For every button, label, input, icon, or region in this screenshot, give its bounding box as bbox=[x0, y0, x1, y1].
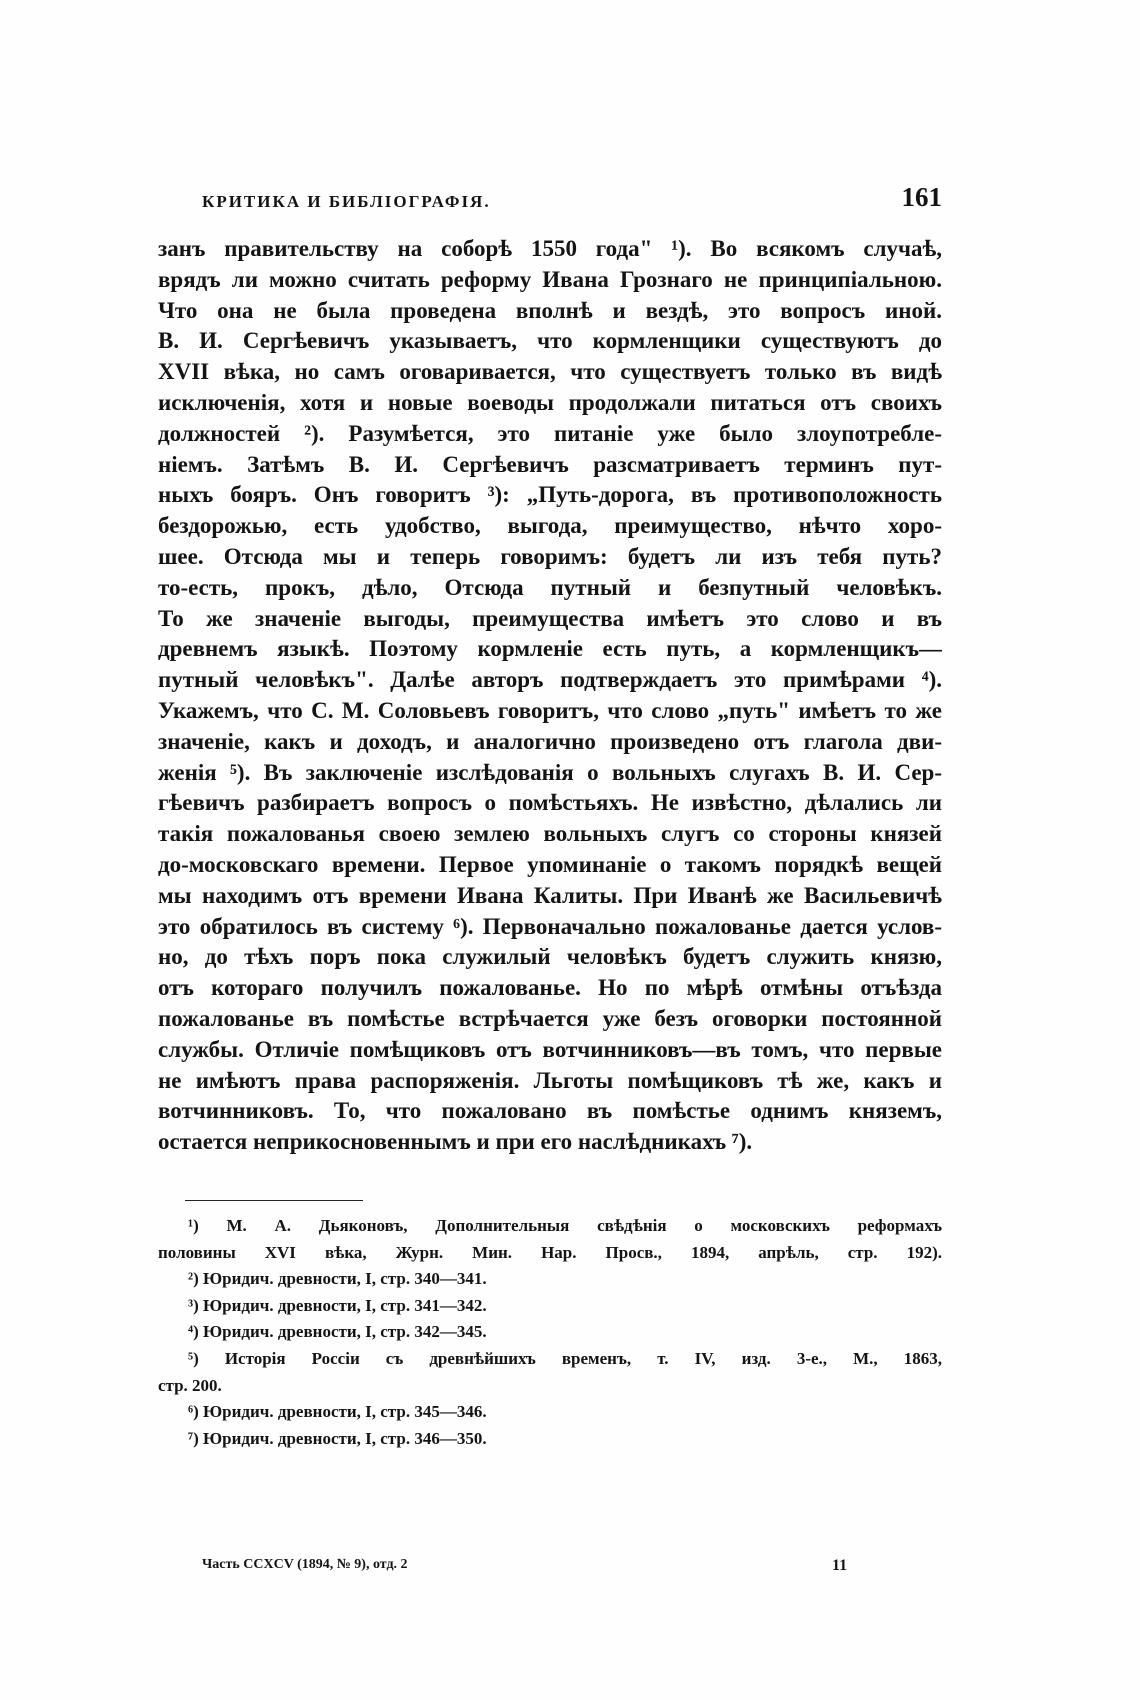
footnote-1: ¹) М. А. Дьяконовъ, Дополнительныя свѣдѣнія о московскихъ реформахъ bbox=[188, 1216, 942, 1235]
text-line: занъ правительству на соборѣ 1550 года" ¹). Во всякомъ случаѣ, bbox=[158, 236, 942, 261]
text-line: остается неприкосновеннымъ и при его наслѣдникахъ ⁷). bbox=[158, 1129, 753, 1155]
text-line: это обратилось въ систему ⁶). Первоначально пожалованье дается услов- bbox=[158, 913, 942, 939]
footnote-5: ⁵) Исторія Россіи съ древнѣйшихъ временъ, т. IV, изд. 3-е., М., 1863, bbox=[188, 1348, 942, 1368]
footnote-divider bbox=[185, 1200, 363, 1201]
footnotes bbox=[158, 1213, 942, 1452]
text-line: бездорожью, есть удобство, выгода, преимущество, нѣчто хоро- bbox=[158, 513, 942, 539]
footnote-4: ⁴) Юридич. древности, I, стр. 342—345. bbox=[188, 1322, 487, 1342]
text-line: значеніе, какъ и доходъ, и аналогично произведено отъ глагола дви- bbox=[158, 728, 942, 754]
footnote-2: ²) Юридич. древности, I, стр. 340—341. bbox=[188, 1269, 487, 1289]
text-line: вотчинниковъ. То, что пожаловано въ помѣстье однимъ княземъ, bbox=[158, 1098, 942, 1124]
footnote-3: ³) Юридич. древности, I, стр. 341—342. bbox=[188, 1295, 487, 1315]
footnote-7: ⁷) Юридич. древности, I, стр. 346—350. bbox=[188, 1428, 487, 1448]
text-line: отъ котораго получилъ пожалованье. Но по мѣрѣ отмѣны отъѣзда bbox=[158, 975, 942, 1001]
text-line: исключенія, хотя и новые воеводы продолжали питаться отъ своихъ bbox=[158, 389, 942, 415]
text-line: пожалованье въ помѣстье встрѣчается уже безъ оговорки постоянной bbox=[158, 1005, 942, 1031]
text-line: ныхъ бояръ. Онъ говоритъ ³): „Путь-дорога, въ противоположность bbox=[158, 482, 942, 508]
text-line: но, до тѣхъ поръ пока служилый человѣкъ будетъ служить князю, bbox=[158, 944, 942, 970]
text-line: то-есть, прокъ, дѣло, Отсюда путный и безпутный человѣкъ. bbox=[158, 574, 942, 600]
text-line: путный человѣкъ". Далѣе авторъ подтверждаетъ это примѣрами ⁴). bbox=[158, 667, 942, 693]
printer-signature: Часть CCXCV (1894, № 9), отд. 2 bbox=[202, 1557, 408, 1572]
text-line: должностей ²). Разумѣется, это питаніе уже было злоупотребле- bbox=[158, 420, 942, 446]
text-line: шее. Отсюда мы и теперь говоримъ: будетъ ли изъ тебя путь? bbox=[158, 543, 942, 569]
text-line: ніемъ. Затѣмъ В. И. Сергѣевичъ разсматриваетъ терминъ пут- bbox=[158, 451, 942, 477]
page-number: 161 bbox=[901, 182, 942, 212]
text-line: врядъ ли можно считать реформу Ивана Грознаго не принципіальною. bbox=[158, 266, 942, 292]
text-line: То же значеніе выгоды, преимущества имѣетъ это слово и въ bbox=[158, 605, 942, 631]
text-line: Укажемъ, что С. М. Соловьевъ говоритъ, что слово „путь" имѣетъ то же bbox=[158, 697, 942, 723]
text-line: до-московскаго времени. Первое упоминаніе о такомъ порядкѣ вещей bbox=[158, 851, 942, 877]
text-line: женія ⁵). Въ заключеніе изслѣдованія о вольныхъ слугахъ В. И. Сер- bbox=[158, 759, 942, 785]
page-header bbox=[202, 182, 942, 222]
body-text bbox=[158, 234, 942, 1158]
footnote-1-continued: половины XVI вѣка, Журн. Мин. Нар. Просв., 1894, апрѣль, стр. 192). bbox=[158, 1242, 942, 1262]
page-footer bbox=[202, 1557, 942, 1581]
text-line: В. И. Сергѣевичъ указываетъ, что кормленщики существуютъ до bbox=[158, 328, 942, 354]
sheet-number: 11 bbox=[832, 1557, 848, 1574]
running-title: КРИТИКА И БИБЛIОГРАФIЯ. bbox=[202, 192, 491, 211]
text-line: мы находимъ отъ времени Ивана Калиты. При Иванѣ же Васильевичѣ bbox=[158, 882, 942, 908]
text-line: гѣевичъ разбираетъ вопросъ о помѣстьяхъ. Не извѣстно, дѣлались ли bbox=[158, 790, 942, 816]
text-line: древнемъ языкѣ. Поэтому кормленіе есть путь, а кормленщикъ— bbox=[158, 636, 942, 662]
footnote-5-continued: стр. 200. bbox=[158, 1375, 222, 1395]
text-line: XVII вѣка, но самъ оговаривается, что существуетъ только въ видѣ bbox=[158, 359, 942, 385]
text-line: Что она не была проведена вполнѣ и вездѣ, это вопросъ иной. bbox=[158, 297, 942, 323]
text-line: такія пожалованья своею землею вольныхъ слугъ со стороны князей bbox=[158, 821, 942, 847]
text-line: службы. Отличіе помѣщиковъ отъ вотчинниковъ—въ томъ, что первые bbox=[158, 1036, 942, 1062]
text-line: не имѣютъ права распоряженія. Льготы помѣщиковъ тѣ же, какъ и bbox=[158, 1067, 942, 1093]
footnote-6: ⁶) Юридич. древности, I, стр. 345—346. bbox=[188, 1402, 487, 1422]
